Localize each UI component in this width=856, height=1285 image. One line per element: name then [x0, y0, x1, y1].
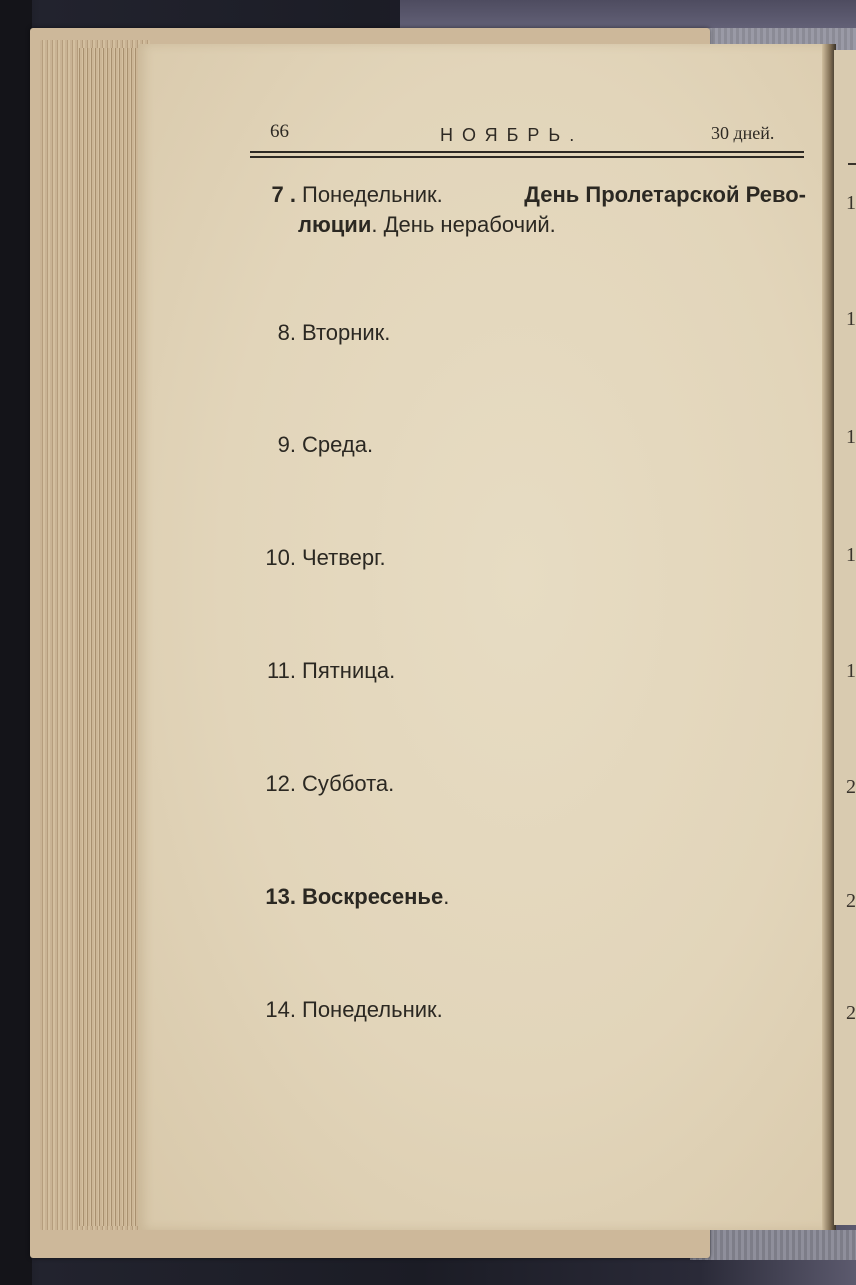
calendar-entry — [244, 882, 810, 912]
calendar-entry — [244, 769, 810, 799]
day-number: 13. — [265, 884, 296, 909]
weekday-label: Среда. — [302, 432, 374, 457]
holiday-name: День Пролетарской Рево- — [524, 182, 806, 207]
day-number: 14. — [265, 997, 296, 1022]
facing-page-number: 1 — [846, 308, 856, 330]
calendar-entry — [244, 543, 810, 573]
facing-page-number: 2 — [846, 1002, 856, 1024]
page-number: 66 — [270, 121, 289, 142]
facing-page-number: 2 — [846, 890, 856, 912]
facing-page — [834, 50, 856, 1225]
binding-cloth-bottom — [690, 1230, 856, 1260]
month-days-count: 30 дней. — [711, 123, 775, 143]
weekday-label: Четверг. — [302, 545, 386, 570]
header-rule-bottom — [250, 156, 804, 158]
weekday-label: Понедельник. — [302, 997, 443, 1022]
day-number: 9. — [277, 432, 296, 457]
day-number: 12. — [265, 771, 296, 796]
facing-page-number: 1 — [846, 192, 856, 214]
month-title: НОЯБРЬ. — [440, 125, 584, 145]
facing-page-rule — [848, 163, 856, 165]
calendar-entry — [244, 180, 806, 240]
day-number: 10. — [265, 545, 296, 570]
holiday-name-continued: люции — [298, 212, 372, 237]
day-number: 8. — [277, 320, 296, 345]
facing-page-number: 1 — [846, 426, 856, 448]
weekday-label-tail: . — [443, 884, 450, 909]
book-cover-left — [0, 0, 32, 1285]
weekday-label: Воскресенье — [302, 884, 444, 909]
calendar-entry-line — [244, 210, 806, 240]
day-number: 7 . — [271, 182, 296, 207]
facing-page-number: 2 — [846, 776, 856, 798]
facing-page-number: 1 — [846, 660, 856, 682]
calendar-entry — [244, 430, 810, 460]
weekday-label: Вторник. — [302, 320, 391, 345]
calendar-entry — [244, 656, 810, 686]
calendar-entry-line — [244, 180, 806, 210]
day-number: 11. — [267, 658, 296, 683]
weekday-label: Суббота. — [302, 771, 395, 796]
facing-page-number: 1 — [846, 544, 856, 566]
page-stack-edges-inner — [78, 48, 138, 1226]
calendar-entry — [244, 995, 810, 1025]
weekday-label: Пятница. — [302, 658, 396, 683]
calendar-entry — [244, 318, 810, 348]
holiday-note: . День нерабочий. — [371, 212, 556, 237]
weekday-label: Понедельник. — [302, 182, 443, 207]
header-rule-top — [250, 151, 804, 153]
